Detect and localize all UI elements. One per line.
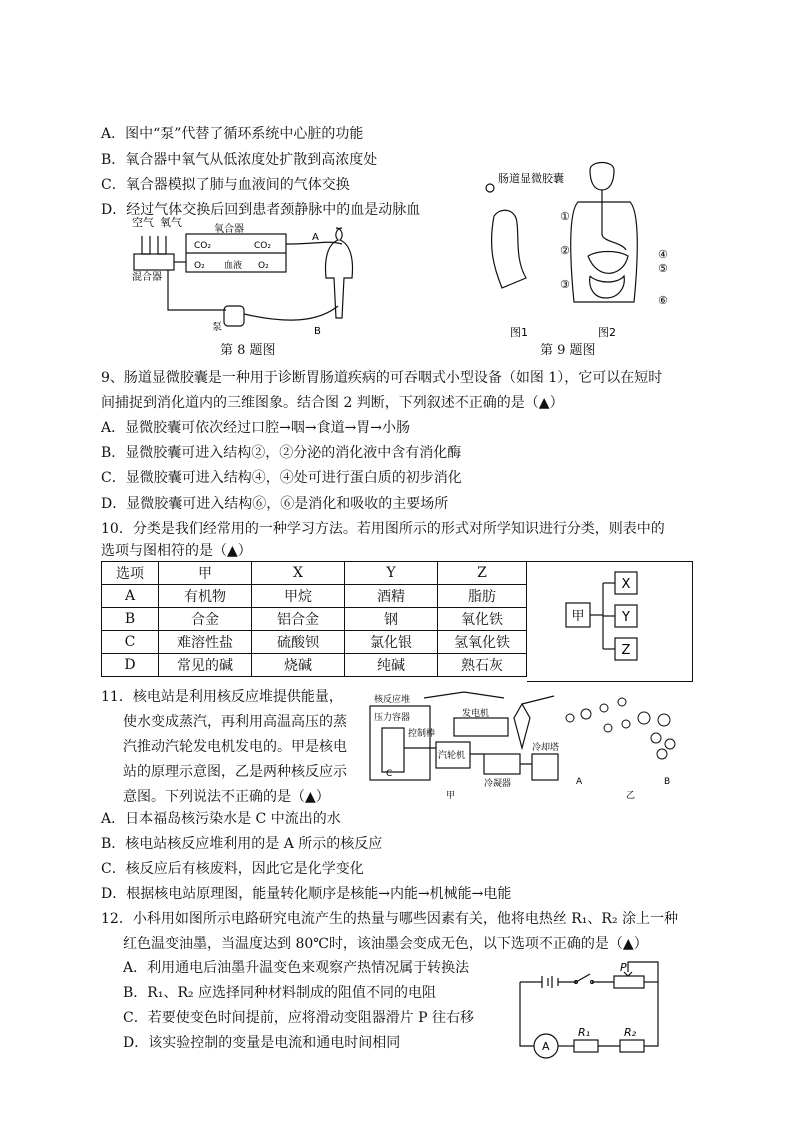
marker-3: ③ [560,278,570,291]
node-root: 甲 [571,609,585,624]
atom-icon [618,698,626,706]
q9-option-c: C．显微胶囊可进入结构④，④处可进行蛋白质的初步消化 [101,470,462,486]
q12-option-d: D．该实验控制的变量是电流和通电时间相同 [123,1035,401,1051]
tube-back [168,270,226,310]
table-cell: 氢氧化铁 [438,631,527,654]
atom-icon [604,724,612,732]
mixer-box [134,254,174,270]
label-fig2: 图2 [598,326,616,338]
table-cell: 合金 [159,608,252,631]
label-control-rod: 控制棒 [408,729,436,739]
table-cell: B [102,608,159,631]
table-row [102,585,527,608]
header-cell: 选项 [102,562,159,585]
q9-caption: 第 9 题图 [540,343,596,358]
q9-option-d: D．显微胶囊可进入结构⑥，⑥是消化和吸收的主要场所 [101,496,449,512]
roof [424,692,504,698]
air-tube [142,236,150,254]
q9-stem-line1: 9、肠道显微胶囊是一种用于诊断胃肠道疾病的可吞咽式小型设备（如图 1），它可以在短时 [101,370,663,386]
label-reaction-a: A [576,777,583,787]
hand-icon [492,210,526,288]
table-cell: 有机物 [159,585,252,608]
marker-4: ④ [658,248,668,261]
atom-icon [600,704,608,712]
q11-option-b: B．核电站核反应堆利用的是 A 所示的核反应 [101,836,383,852]
atom-icon [658,714,670,726]
table-cell: C [102,631,159,654]
q10-classification-diagram [527,561,693,682]
resistor-r2 [620,1040,644,1052]
label-air: 空气 [132,216,154,229]
marker-1: ① [560,210,570,223]
label-p: P [620,961,627,974]
q11-figure-nuclear [364,688,694,800]
classification-tree [527,562,692,682]
capsule-icon [486,184,494,192]
q12-option-a: A．利用通电后油墨升温变色来观察产热情况属于转换法 [123,960,470,976]
q12-circuit-diagram [516,958,666,1062]
node-y: Y [622,610,630,625]
atom-icon [665,739,675,749]
switch-lever [576,974,590,982]
head-icon [590,163,614,191]
header-cell: X [252,562,345,585]
table-cell: 难溶性盐 [159,631,252,654]
atom-icon [657,749,667,759]
esophagus [602,190,626,250]
label-pressure-vessel: 压力容器 [374,713,411,723]
label-pump: 泵 [212,322,222,333]
q11-stem-line3: 汽推动汽轮发电机发电的。甲是核电 [123,739,347,755]
q12-stem-line2: 红色温变油墨，当温度达到 80℃时，该油墨会变成无色，以下选项不正确的是（▲） [123,936,648,952]
cooler-box [532,754,558,780]
q8-option-d: D．经过气体交换后回到患者颈静脉中的血是动脉血 [101,202,421,218]
label-mixer: 混合器 [132,272,162,283]
marker-2: ② [560,244,570,257]
q11-option-c: C．核反应后有核废料，因此它是化学变化 [101,861,364,877]
table-header-row [102,562,527,585]
pressure-vessel [382,728,404,772]
pump-icon [224,306,244,326]
generator-box [454,718,508,736]
label-capsule: 肠道显微胶囊 [498,172,564,185]
label-condenser: 冷凝器 [484,779,512,789]
table-row [102,654,527,677]
label-reactor: 核反应堆 [374,695,411,705]
table-cell: 熟石灰 [438,654,527,677]
table-cell: 氧化铁 [438,608,527,631]
marker-6: ⑥ [658,294,668,307]
label-jia: 甲 [446,791,456,800]
q8-option-b: B．氧合器中氧气从低浓度处扩散到高浓度处 [101,152,378,168]
label-o2-right: O₂ [258,261,269,271]
q11-stem-line2: 使水变成蒸汽，再利用高温高压的蒸 [123,714,347,730]
label-o2-left: O₂ [194,261,205,271]
q9-stem-line2: 间捕捉到消化道内的三维图象。结合图 2 判断，下列叙述不正确的是（▲） [101,395,564,411]
node-z: Z [621,643,631,658]
q9-option-a: A．显微胶囊可依次经过口腔→咽→食道→胃→小肠 [101,420,411,436]
q11-stem-line5: 意图。下列说法不正确的是（▲） [123,789,330,805]
label-a: A [312,232,319,243]
header-cell: 甲 [159,562,252,585]
label-yi: 乙 [626,791,636,800]
table-cell: 纯碱 [345,654,438,677]
label-co2-right: CO₂ [254,241,271,251]
stomach [588,252,628,274]
table-cell: 硫酸钡 [252,631,345,654]
rheostat [614,976,644,988]
table-row [102,631,527,654]
atom-icon [651,733,661,743]
label-b: B [314,326,321,337]
label-blood: 血液 [224,261,243,271]
table-cell: 氯化银 [345,631,438,654]
label-generator: 发电机 [462,709,490,719]
label-ammeter: A [542,1040,550,1053]
node-x: X [621,577,631,592]
oxygen-tube [158,236,166,254]
q10-stem-line1: 10．分类是我们经常用的一种学习方法。若用图所示的形式对所学知识进行分类，则表中的 [101,521,665,537]
condenser-box [484,754,520,774]
label-reaction-b: B [664,777,671,787]
atom-icon [638,712,650,724]
q8-caption: 第 8 题图 [220,343,276,358]
label-co2-left: CO₂ [194,241,211,251]
table-cell: 铝合金 [252,608,345,631]
q12-option-c: C．若要使变色时间提前，应将滑动变阻器滑片 P 往右移 [123,1010,475,1026]
table-cell: A [102,585,159,608]
q10-stem-line2: 选项与图相符的是（▲） [101,543,252,559]
q8-figure-ecmo [128,214,388,342]
atom-icon [581,709,591,719]
atom-icon [566,714,574,722]
label-c: C [386,769,393,779]
label-cooler: 冷却塔 [532,743,560,753]
table-cell: 烧碱 [252,654,345,677]
label-turbine: 汽轮机 [438,751,466,761]
atom-icon [622,720,630,728]
q9-option-b: B．显微胶囊可进入结构②，②分泌的消化液中含有消化酶 [101,445,462,461]
marker-5: ⑤ [658,262,668,275]
table-cell: 脂肪 [438,585,527,608]
intestine [590,276,625,298]
q8-option-a: A．图中“泵”代替了循环系统中心脏的功能 [101,126,364,142]
table-cell: 甲烷 [252,585,345,608]
q11-stem-line4: 站的原理示意图，乙是两种核反应示 [123,764,347,780]
header-cell: Z [438,562,527,585]
q11-option-a: A．日本福岛核污染水是 C 中流出的水 [101,811,341,827]
tower-icon [514,704,530,748]
table-cell: D [102,654,159,677]
label-r2: R₂ [624,1026,637,1039]
label-r1: R₁ [578,1026,591,1039]
label-oxygen: 氧气 [160,216,182,229]
resistor-r1 [574,1040,598,1052]
q12-option-b: B．R₁、R₂ 应选择同种材料制成的阻值不同的电阻 [123,985,437,1001]
label-fig1: 图1 [510,326,528,338]
label-oxygenator: 氧合器 [214,224,244,235]
q9-figure-digestive [480,160,690,338]
tube-b [244,306,338,320]
q10-table [101,561,527,677]
q11-option-d: D．根据核电站原理图，能量转化顺序是核能→内能→机械能→电能 [101,886,512,902]
table-row [102,608,527,631]
table-cell: 钢 [345,608,438,631]
table-cell: 常见的碱 [159,654,252,677]
q11-stem-line1: 11．核电站是利用核反应堆提供能量， [101,689,343,705]
q8-option-c: C．氧合器模拟了肺与血液间的气体交换 [101,177,350,193]
human-body-icon [326,228,353,318]
table-cell: 酒精 [345,585,438,608]
q12-stem-line1: 12．小科用如图所示电路研究电流产生的热量与哪些因素有关，他将电热丝 R₁、R₂ 涂上一种 [101,911,679,927]
header-cell: Y [345,562,438,585]
